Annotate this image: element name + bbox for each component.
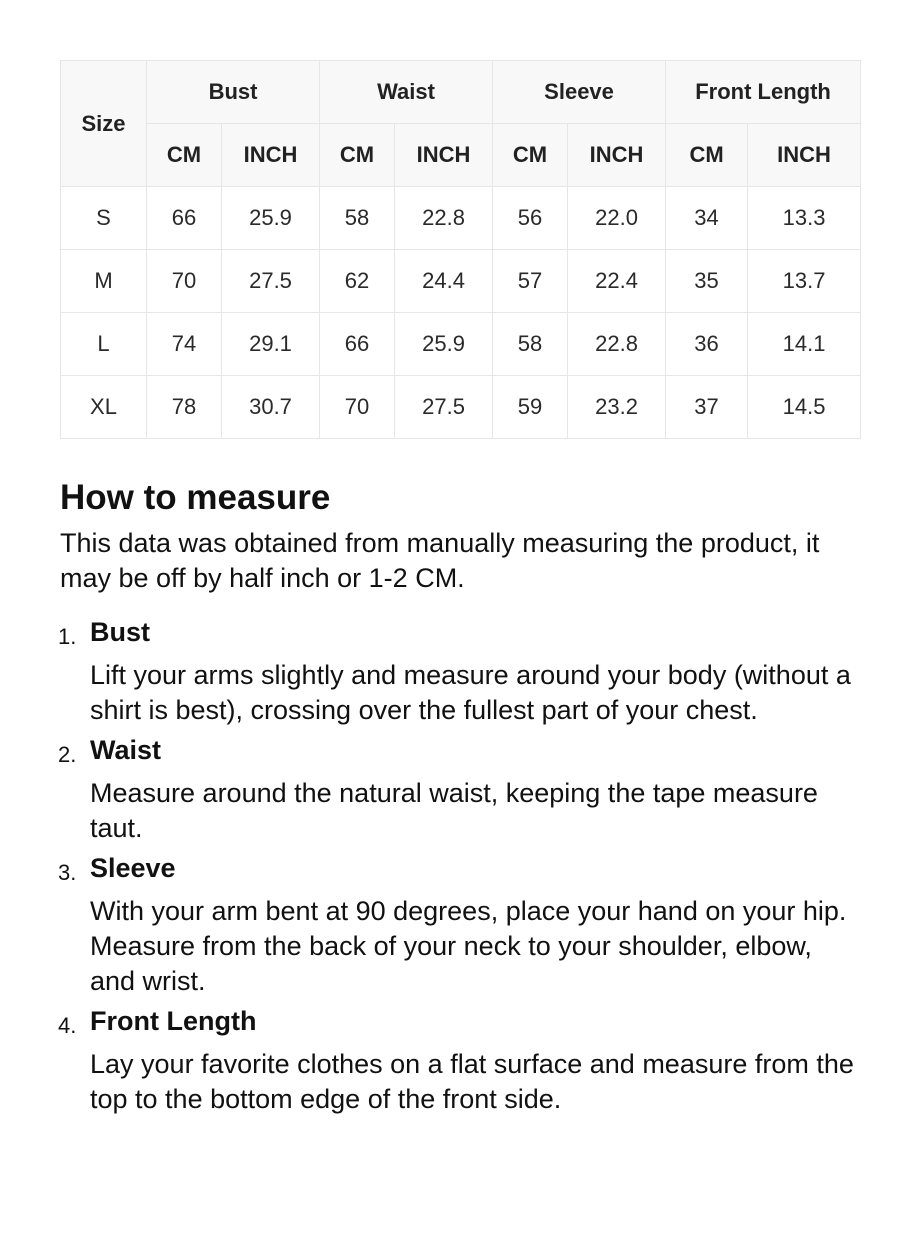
front-length-cm-cell: 37 — [666, 376, 748, 439]
bust-inch-cell: 30.7 — [222, 376, 320, 439]
front-length-group-header: Front Length — [666, 61, 861, 124]
table-row — [61, 250, 861, 313]
bust-cm-cell: 66 — [147, 187, 222, 250]
step-title: Bust — [90, 617, 150, 647]
front-length-inch-cell: 13.7 — [748, 250, 861, 313]
size-column-header: Size — [61, 61, 147, 187]
front-length-inch-cell: 14.1 — [748, 313, 861, 376]
step-number: 4. — [58, 1013, 77, 1038]
measure-intro-text: This data was obtained from manually measuring the product, it may be off by half inch or 1-2 CM. — [60, 528, 820, 593]
size-chart-table — [60, 60, 861, 439]
front-length-inch-header: INCH — [748, 124, 861, 187]
waist-inch-header: INCH — [395, 124, 493, 187]
waist-cm-cell: 62 — [320, 250, 395, 313]
bust-cm-cell: 74 — [147, 313, 222, 376]
measure-step-bust — [60, 614, 860, 728]
waist-cm-cell: 58 — [320, 187, 395, 250]
measure-step-waist — [60, 732, 860, 846]
step-number: 1. — [58, 624, 77, 649]
step-description: Lay your favorite clothes on a flat surface and measure from the top to the bottom edge of the front side. — [90, 1049, 854, 1114]
waist-cm-cell: 70 — [320, 376, 395, 439]
measure-step-front-length — [60, 1003, 860, 1117]
size-label-cell: S — [61, 187, 147, 250]
step-number: 3. — [58, 860, 77, 885]
table-row — [61, 376, 861, 439]
waist-inch-cell: 27.5 — [395, 376, 493, 439]
front-length-cm-header: CM — [666, 124, 748, 187]
sleeve-inch-header: INCH — [568, 124, 666, 187]
measure-step-sleeve — [60, 850, 860, 999]
bust-group-header: Bust — [147, 61, 320, 124]
bust-inch-cell: 29.1 — [222, 313, 320, 376]
front-length-cm-cell: 35 — [666, 250, 748, 313]
how-to-measure-section — [60, 476, 860, 1121]
bust-inch-cell: 25.9 — [222, 187, 320, 250]
sleeve-inch-cell: 22.8 — [568, 313, 666, 376]
step-title: Sleeve — [90, 853, 176, 883]
sleeve-inch-cell: 22.0 — [568, 187, 666, 250]
bust-cm-cell: 78 — [147, 376, 222, 439]
size-label-cell: XL — [61, 376, 147, 439]
waist-cm-header: CM — [320, 124, 395, 187]
how-to-measure-heading: How to measure — [60, 478, 331, 517]
sleeve-cm-cell: 56 — [493, 187, 568, 250]
step-description: With your arm bent at 90 degrees, place your hand on your hip. Measure from the back of your neck to your shoulder, elbow, and wrist. — [90, 896, 847, 996]
step-title: Waist — [90, 735, 162, 765]
front-length-inch-cell: 14.5 — [748, 376, 861, 439]
front-length-inch-cell: 13.3 — [748, 187, 861, 250]
step-number: 2. — [58, 742, 77, 767]
sleeve-inch-cell: 23.2 — [568, 376, 666, 439]
bust-cm-cell: 70 — [147, 250, 222, 313]
bust-cm-header: CM — [147, 124, 222, 187]
waist-inch-cell: 25.9 — [395, 313, 493, 376]
sleeve-group-header: Sleeve — [493, 61, 666, 124]
bust-inch-cell: 27.5 — [222, 250, 320, 313]
step-description: Measure around the natural waist, keeping the tape measure taut. — [90, 778, 818, 843]
step-title: Front Length — [90, 1006, 257, 1036]
waist-inch-cell: 24.4 — [395, 250, 493, 313]
sleeve-cm-header: CM — [493, 124, 568, 187]
front-length-cm-cell: 36 — [666, 313, 748, 376]
sleeve-inch-cell: 22.4 — [568, 250, 666, 313]
waist-inch-cell: 22.8 — [395, 187, 493, 250]
size-label-cell: M — [61, 250, 147, 313]
sleeve-cm-cell: 58 — [493, 313, 568, 376]
sleeve-cm-cell: 57 — [493, 250, 568, 313]
size-label-cell: L — [61, 313, 147, 376]
waist-cm-cell: 66 — [320, 313, 395, 376]
table-row — [61, 187, 861, 250]
table-header-row-units — [61, 124, 861, 187]
front-length-cm-cell: 34 — [666, 187, 748, 250]
table-header-row-groups — [61, 61, 861, 124]
sleeve-cm-cell: 59 — [493, 376, 568, 439]
table-row — [61, 313, 861, 376]
bust-inch-header: INCH — [222, 124, 320, 187]
waist-group-header: Waist — [320, 61, 493, 124]
step-description: Lift your arms slightly and measure around your body (without a shirt is best), crossing over the fullest part of your chest. — [90, 660, 851, 725]
measure-steps-list — [60, 614, 860, 1117]
